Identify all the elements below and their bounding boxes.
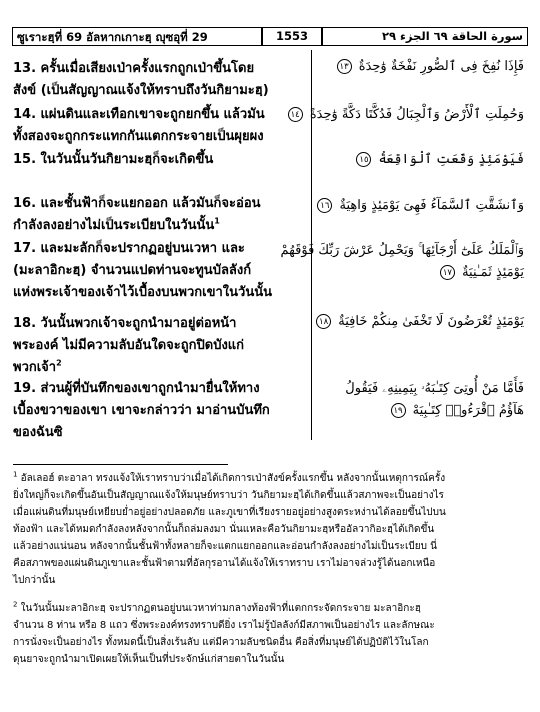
verse-17-line-2: (มะลาอิกะฮฺ) จำนวนแปดท่านจะทูนบัลลังก์ [13, 263, 252, 278]
verse-14-line-2: ทั้งสองจะถูกกระแทกกันแตกกระจายเป็นผุยผง [13, 129, 264, 144]
verse-17-thai [13, 238, 308, 304]
verse-15-arabic-text: فَيَوْمَئِذٍ وَقَعَتِ ٱلْوَاقِعَةُ [378, 152, 524, 167]
footnote-1-line-7: ไปกว่านั้น [13, 575, 56, 586]
verse-14-arabic-text: وَحُمِلَتِ ٱلْأَرْضُ وَٱلْجِبَالُ فَدُكَّتَا دَكَّةً وَٰحِدَةً [309, 107, 524, 122]
verse-15-thai [13, 149, 308, 171]
verse-17-arabic-line-1: وَٱلْمَلَكُ عَلَىٰٓ أَرْجَآئِهَا ۚ وَيَحْمِلُ عَرْشَ رَبِّكَ فَوْقَهُمْ [280, 243, 524, 258]
verse-18-line-3-text: พวกเจ้า [13, 360, 57, 375]
footnote-ref-1: 1 [214, 216, 220, 226]
verse-13-line-1: 13. ครั้นเมื่อเสียงเป่าครั้งแรกถูกเป่าขึ้นโดย [13, 61, 255, 76]
footnote-2-line-2: จำนวน 8 ท่าน หรือ 8 แถว ซึ่งพระองค์ทรงทราบดียิ่ง เราไม่รู้บัลลังก์มีสภาพเป็นอย่างไร และลักษณะ [13, 620, 435, 631]
verse-17-arabic [281, 240, 524, 284]
footnote-2-mark: 2 [13, 600, 18, 609]
verse-16-number-marker: ١٦ [317, 198, 332, 213]
footnote-2-line-1 [13, 600, 528, 617]
footnote-1-line-1-text: อัลเลอฮ์ ตะอาลา ทรงแจ้งให้เราทราบว่าเมื่อได้เกิดการเป่าสังข์ครั้งแรกขึ้น หลังจากนั้นเหตุการณ์ครั้ง [20, 473, 446, 484]
verse-19-number-marker: ١٩ [391, 403, 406, 418]
footnote-1-mark: 1 [13, 470, 18, 479]
verse-15-arabic [356, 149, 524, 171]
verse-19-line-1: 19. ส่วนผู้ที่บันทึกของเขาถูกนำมายื่นให้ทาง [13, 381, 260, 396]
footnote-1 [13, 470, 528, 589]
verse-19-arabic-line-1: فَأَمَّا مَنْ أُوتِىَ كِتَـٰبَهُۥ بِيَمِينِهِۦ فَيَقُولُ [345, 381, 524, 396]
verse-13-arabic-text: فَإِذَا نُفِخَ فِى ٱلصُّورِ نَفْخَةٌ وَٰحِدَةٌ [358, 59, 524, 74]
header-surah-arabic-box [322, 27, 528, 46]
footnote-2-line-4: ดุนยาจะถูกนำมาเปิดเผยให้เห็นเป็นที่ประจักษ์แก่สายตาในวันนั้น [13, 654, 285, 665]
footnote-2 [13, 600, 528, 668]
verse-19-thai [13, 378, 308, 444]
header-surah-arabic: سورة الحاقة ٦٩ الجزء ٢٩ [382, 29, 523, 43]
verse-19-arabic-line-2-text: هَآؤُمُ ٱقْرَءُوا۟ كِتَـٰبِيَهْ [412, 403, 524, 418]
footnote-1-line-1 [13, 470, 528, 487]
verse-14-number-marker: ١٤ [288, 107, 303, 122]
verse-17-line-3: แห่งพระเจ้าของเจ้าไว้เบื้องบนพวกเขาในวันนั้น [13, 285, 272, 300]
footnote-1-line-5: แล้วอย่างแน่นอน หลังจากนั้นชั้นฟ้าทั้งหลายก็จะแตกแยกออกและอ่อนกำลังลงอย่างไม่เป็นระเบียบ นี่ [13, 541, 437, 552]
page-number-box [262, 27, 322, 46]
verse-14-arabic [288, 104, 524, 126]
verse-17-number-marker: ١٧ [440, 265, 455, 280]
verse-17-line-1: 17. และมะลักก็จะปรากฏอยู่บนเวหา และ [13, 241, 245, 256]
verse-15-number-marker: ١٥ [356, 152, 371, 167]
footnote-separator [13, 464, 228, 465]
verse-13-thai [13, 58, 308, 102]
verse-19-line-2: เบื้องขวาของเขา เขาจะกล่าวว่า มาอ่านบันทึก [13, 403, 270, 418]
verse-16-thai [13, 193, 308, 237]
footnote-ref-2: 2 [56, 358, 62, 368]
verse-17-arabic-line-2-text: يَوْمَئِذٍ ثَمَـٰنِيَةٌ [462, 265, 524, 280]
verse-13-number-marker: ١٣ [337, 59, 352, 74]
verse-19-line-3: ของฉันซิ [13, 425, 63, 440]
verse-18-thai [13, 313, 308, 379]
verse-19-arabic [345, 378, 524, 422]
page-number: 1553 [275, 29, 308, 43]
verse-18-line-3 [13, 357, 308, 379]
verse-16-arabic [317, 195, 524, 217]
footnote-1-line-4: ท้องฟ้า และได้หมดกำลังลงหลังจากนั้นก็ถล่มลงมา นั่นแหละคือวันกิยามะฮฺหรืออัลวากิอะฮฺได้เกิดขึ้น [13, 524, 435, 535]
verse-18-arabic [316, 311, 524, 333]
verse-18-line-1: 18. วันนั้นพวกเจ้าจะถูกนำมาอยู่ต่อหน้า [13, 316, 237, 331]
footnote-2-line-1-text: ในวันนั้นมะลาอิกะฮฺ จะปรากฏตนอยู่บนเวหาท่ามกลางท้องฟ้าที่แตกกระจัดกระจาย มะลาอิกะฮฺ [20, 603, 421, 614]
header-surah-thai-box [12, 27, 262, 46]
verse-18-number-marker: ١٨ [316, 314, 331, 329]
footnote-1-line-2: ยิ่งใหญ่ก็จะเกิดขึ้นอันเป็นสัญญาณแจ้งให้มนุษย์ทราบว่า วันกิยามะฮฺได้เกิดขึ้นแล้วสภาพจะเป็นอย่างไร [13, 490, 444, 501]
footnote-1-line-3: เมื่อแผ่นดินที่มนุษย์เหยียบย่ำอยู่อย่างปลอดภัย และภูเขาที่เรียงรายอยู่อย่างสูงตระหง่านได้ลอยขึ้นไปบน [13, 507, 446, 518]
verse-18-line-2: พระองค์ ไม่มีความลับอันใดจะถูกปิดบังแก่ [13, 338, 245, 353]
verse-16-line-2 [13, 215, 308, 237]
header-surah-thai: ซูเราะฮฺที่ 69 อัลหากเกาะฮฺ ญุซอุที่ 29 [17, 30, 208, 44]
verse-18-arabic-text: يَوْمَئِذٍ تُعْرَضُونَ لَا تَخْفَىٰ مِنكُمْ خَافِيَةٌ [338, 314, 524, 329]
page-header [12, 27, 528, 48]
verse-13-line-2: สังข์ (เป็นสัญญาณแจ้งให้ทราบถึงวันกิยามะฮฺ) [13, 83, 269, 98]
verse-17-arabic-line-2 [281, 262, 524, 284]
verse-16-arabic-text: وَٱنشَقَّتِ ٱلسَّمَآءُ فَهِىَ يَوْمَئِذٍ وَاهِيَةٌ [339, 198, 524, 213]
footnote-1-line-6: คือสภาพของแผ่นดินภูเขาและชั้นฟ้าตามที่อัลกุรอานได้แจ้งให้เราทราบ เราไม่อาจล่วงรู้ได้นอกเหนือ [13, 558, 436, 569]
verse-13-arabic [337, 56, 524, 78]
verse-14-thai [13, 104, 308, 148]
verse-16-line-2-text: กำลังลงอย่างไม่เป็นระเบียบในวันนั้น [13, 218, 215, 233]
verse-14-line-1: 14. แผ่นดินและเทือกเขาจะถูกยกขึ้น แล้วมัน [13, 107, 265, 122]
verse-15-line-1: 15. ในวันนั้นวันกิยามะฮฺก็จะเกิดขึ้น [13, 152, 214, 167]
footnote-2-line-3: การนั่งจะเป็นอย่างไร ทั้งหมดนี้เป็นสิ่งเร้นลับ แต่มีความลับชนิดอื่น คือสิ่งที่มนุษย์ได้ปฏิบัติไว้ในโลก [13, 637, 429, 648]
verse-19-arabic-line-2 [345, 400, 524, 422]
verse-16-line-1: 16. และชั้นฟ้าก็จะแยกออก แล้วมันก็จะอ่อน [13, 196, 261, 211]
